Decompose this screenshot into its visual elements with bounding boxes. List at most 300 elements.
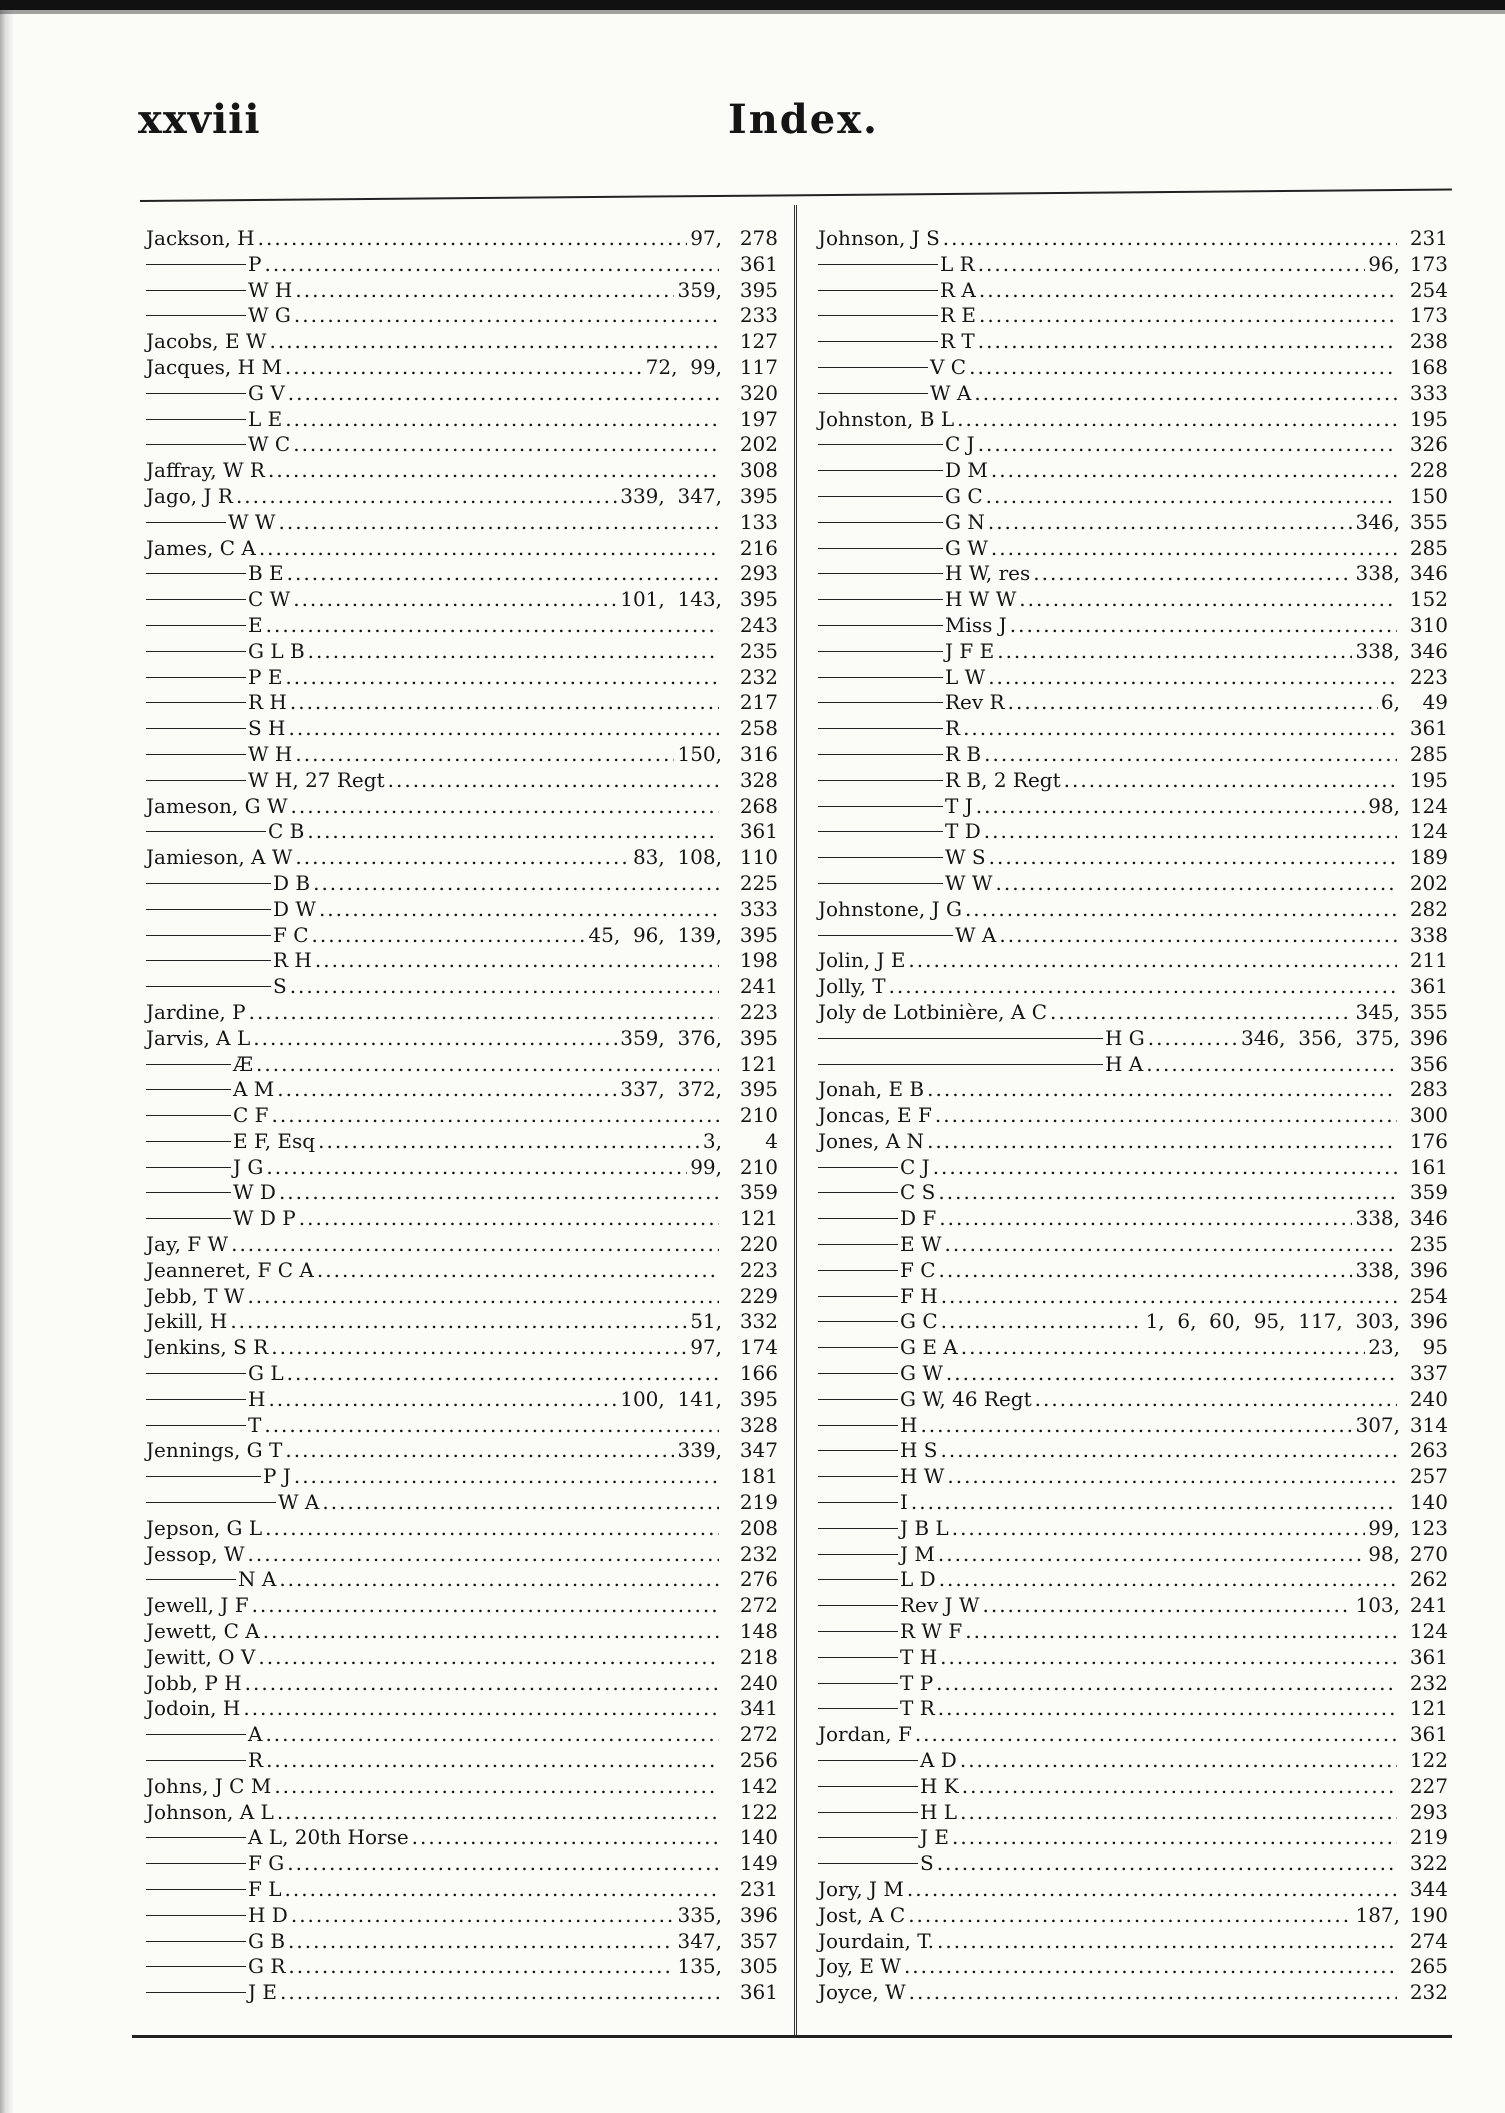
- entry-name-text: R: [945, 716, 961, 741]
- entry-name-text: Jost, A C: [818, 1902, 906, 1927]
- entry-refs: 359, 376,: [620, 1025, 722, 1050]
- entry-name-text: H D: [248, 1902, 288, 1927]
- ditto-dash: [146, 702, 246, 703]
- leader-dots: [997, 639, 1352, 665]
- entry-name-text: Jepson, G L: [146, 1515, 263, 1540]
- index-entry: [818, 1335, 1448, 1361]
- ditto-dash: [146, 831, 266, 832]
- entry-name-text: H L: [920, 1799, 958, 1824]
- entry-page: 240: [1409, 1386, 1448, 1411]
- leader-dots: [294, 303, 719, 329]
- entry-name-text: Jones, A N: [818, 1128, 925, 1153]
- entry-name-text: I: [900, 1490, 908, 1515]
- index-entry: [146, 1129, 778, 1155]
- entry-refs: 339, 347,: [620, 483, 722, 508]
- leader-dots: [291, 1903, 675, 1929]
- leader-dots: [259, 536, 719, 562]
- entry-name-text: F H: [900, 1283, 938, 1308]
- entry-name: [146, 639, 305, 665]
- leader-dots: [266, 1748, 719, 1774]
- entry-name: [146, 974, 287, 1000]
- entry-name: [146, 1851, 284, 1877]
- entry-page: 258: [739, 716, 778, 741]
- entry-refs: 187,: [1355, 1902, 1400, 1927]
- index-entry: [146, 1413, 778, 1439]
- index-entry: [818, 587, 1448, 613]
- entry-name: [818, 1825, 949, 1851]
- index-entry: [146, 871, 778, 897]
- ditto-dash: [146, 1734, 246, 1735]
- leader-dots: [252, 1593, 719, 1619]
- index-entry: [146, 303, 778, 329]
- index-entry: [146, 1748, 778, 1774]
- index-entry: [146, 742, 778, 768]
- entry-page: 395: [739, 1386, 778, 1411]
- leader-dots: [248, 1542, 720, 1568]
- leader-dots: [927, 1077, 1397, 1103]
- entry-name: [818, 1903, 905, 1929]
- entry-name-text: Joy, E W: [818, 1954, 901, 1979]
- leader-dots: [290, 690, 719, 716]
- ditto-dash: [818, 1837, 918, 1838]
- entry-name-text: H: [900, 1412, 918, 1437]
- entry-name-text: L E: [248, 406, 283, 431]
- entry-page: 243: [739, 612, 778, 637]
- entry-refs: 346,: [1355, 509, 1400, 534]
- entry-name: [818, 1490, 908, 1516]
- entry-name: [818, 897, 962, 923]
- index-entry: [818, 794, 1448, 820]
- leader-dots: [322, 1490, 719, 1516]
- entry-page: 395: [739, 1077, 778, 1102]
- entry-name-text: T D: [945, 819, 981, 844]
- entry-name: [818, 1851, 934, 1877]
- index-entry: [818, 1413, 1448, 1439]
- leader-dots: [231, 1232, 719, 1258]
- entry-page: 149: [739, 1851, 778, 1876]
- ditto-dash: [818, 1167, 898, 1168]
- index-entry: [146, 1567, 778, 1593]
- leader-dots: [313, 871, 719, 897]
- leader-dots: [288, 1929, 674, 1955]
- entry-name-text: Jennings, G T: [146, 1438, 283, 1463]
- entry-name: [146, 1619, 260, 1645]
- entry-name: [818, 1542, 935, 1568]
- ditto-dash: [818, 625, 943, 626]
- entry-name-text: J M: [900, 1541, 935, 1566]
- entry-name: [818, 1052, 1143, 1078]
- leader-dots: [1033, 561, 1352, 587]
- entry-page: 233: [739, 303, 778, 328]
- entry-name-text: Jobb, P H: [146, 1670, 242, 1695]
- entry-refs: 101, 143,: [620, 587, 722, 612]
- leader-dots: [293, 587, 617, 613]
- entry-name: [818, 716, 960, 742]
- index-entry: [818, 974, 1448, 1000]
- index-entry: [818, 252, 1448, 278]
- ditto-dash: [818, 470, 943, 471]
- entry-page: 395: [739, 587, 778, 612]
- ditto-dash: [146, 522, 226, 523]
- entry-page: 235: [1409, 1232, 1448, 1257]
- entry-page: 121: [1409, 1696, 1448, 1721]
- leader-dots: [965, 1619, 1397, 1645]
- entry-name: [818, 329, 975, 355]
- ditto-dash: [818, 496, 943, 497]
- index-entry: [146, 587, 778, 613]
- leader-dots: [263, 1619, 719, 1645]
- index-entry: [818, 768, 1448, 794]
- leader-dots: [952, 1825, 1397, 1851]
- entry-name: [146, 1542, 245, 1568]
- entry-name-text: R A: [940, 277, 976, 302]
- entry-page: 326: [1409, 432, 1448, 457]
- entry-refs: 359,: [677, 277, 722, 302]
- entry-page: 198: [739, 948, 778, 973]
- leader-dots: [295, 742, 674, 768]
- entry-refs: 97,: [690, 226, 722, 250]
- index-entry: [146, 381, 778, 407]
- leader-dots: [307, 819, 719, 845]
- ditto-dash: [818, 1812, 918, 1813]
- ditto-dash: [818, 677, 943, 678]
- entry-page: 223: [739, 999, 778, 1024]
- entry-name-text: E W: [900, 1232, 942, 1257]
- entry-name: [146, 1929, 285, 1955]
- entry-name: [146, 1206, 296, 1232]
- leader-dots: [908, 948, 1397, 974]
- index-entry: [818, 1851, 1448, 1877]
- entry-page: 176: [1409, 1128, 1448, 1153]
- index-entry: [146, 1722, 778, 1748]
- index-entry: [146, 1851, 778, 1877]
- entry-name: [818, 1722, 912, 1748]
- entry-refs: 99,: [690, 1154, 722, 1179]
- entry-page: 219: [739, 1490, 778, 1515]
- entry-page: 211: [1409, 948, 1448, 973]
- entry-name-text: D W: [273, 896, 316, 921]
- entry-name-text: Jameson, G W: [146, 793, 288, 818]
- entry-page: 328: [739, 767, 778, 792]
- ditto-dash: [146, 1966, 246, 1967]
- index-entry: [146, 1696, 778, 1722]
- index-entry: [146, 1954, 778, 1980]
- entry-name-text: J E: [248, 1980, 277, 2005]
- index-entry: [818, 665, 1448, 691]
- ditto-dash: [818, 1657, 898, 1658]
- entry-name: [818, 1026, 1145, 1052]
- ditto-dash: [146, 419, 246, 420]
- entry-page: 346: [1409, 638, 1448, 663]
- entry-refs: 150,: [677, 741, 722, 766]
- entry-name-text: G W: [945, 535, 988, 560]
- leader-dots: [315, 948, 719, 974]
- leader-dots: [978, 432, 1397, 458]
- index-entry: [818, 432, 1448, 458]
- entry-name: [146, 1567, 276, 1593]
- entry-name: [146, 484, 233, 510]
- entry-name-text: H: [248, 1386, 266, 1411]
- index-entry: [146, 1825, 778, 1851]
- entry-refs: 338,: [1355, 1206, 1400, 1231]
- page-number: xxviii: [138, 96, 261, 143]
- entry-page: 181: [739, 1464, 778, 1489]
- entry-name: [818, 1438, 938, 1464]
- entry-name-text: G W, 46 Regt: [900, 1386, 1032, 1411]
- entry-page: 333: [739, 896, 778, 921]
- leader-dots: [911, 1490, 1397, 1516]
- index-entry: [146, 1980, 778, 2006]
- leader-dots: [940, 1645, 1397, 1671]
- entry-page: 359: [1409, 1180, 1448, 1205]
- leader-dots: [978, 329, 1397, 355]
- ditto-dash: [146, 1502, 276, 1503]
- entry-name-text: Jebb, T W: [146, 1283, 245, 1308]
- ditto-dash: [146, 1760, 246, 1761]
- index-entry: [818, 278, 1448, 304]
- index-entry: [818, 1516, 1448, 1542]
- entry-refs: 335,: [677, 1902, 722, 1927]
- entry-refs: 338,: [1355, 1257, 1400, 1282]
- leader-dots: [927, 1129, 1397, 1155]
- index-entry: [146, 948, 778, 974]
- ditto-dash: [146, 1889, 246, 1890]
- entry-name-text: C F: [233, 1103, 269, 1128]
- entry-name: [818, 974, 886, 1000]
- entry-name-text: W G: [248, 303, 291, 328]
- index-entry: [818, 1361, 1448, 1387]
- entry-name-text: H W: [900, 1464, 945, 1489]
- entry-page: 173: [1409, 251, 1448, 276]
- ditto-dash: [146, 315, 246, 316]
- entry-name-text: T H: [900, 1644, 938, 1669]
- index-entry: [818, 613, 1448, 639]
- ditto-dash: [818, 522, 943, 523]
- ditto-dash: [146, 1992, 246, 1993]
- entry-name: [146, 716, 286, 742]
- leader-dots: [1146, 1052, 1397, 1078]
- entry-name: [818, 510, 985, 536]
- entry-name-text: Jewell, J F: [146, 1593, 249, 1618]
- index-entry: [818, 1980, 1448, 2006]
- entry-name-text: J F E: [945, 638, 995, 663]
- index-entry: [146, 278, 778, 304]
- entry-page: 124: [1409, 793, 1448, 818]
- leader-dots: [1148, 1026, 1238, 1052]
- ditto-dash: [146, 1218, 231, 1219]
- ditto-dash: [146, 909, 271, 910]
- entry-name-text: Jolly, T: [818, 974, 886, 999]
- entry-name-text: L R: [940, 251, 975, 276]
- index-entry: [146, 1206, 778, 1232]
- leader-dots: [294, 1464, 719, 1490]
- entry-name: [818, 1516, 949, 1542]
- ditto-dash: [146, 1579, 236, 1580]
- entry-name-text: W H, 27 Regt: [248, 767, 385, 792]
- leader-dots: [939, 1567, 1397, 1593]
- entry-page: 347: [739, 1438, 778, 1463]
- index-entry: [818, 1671, 1448, 1697]
- index-entry: [146, 1593, 778, 1619]
- entry-name-text: Joly de Lotbinière, A C: [818, 999, 1047, 1024]
- entry-name: [146, 561, 284, 587]
- entry-name: [146, 768, 385, 794]
- ditto-dash: [818, 1760, 918, 1761]
- leader-dots: [278, 510, 719, 536]
- entry-name-text: H S: [900, 1438, 938, 1463]
- index-entry: [146, 1903, 778, 1929]
- ditto-dash: [818, 1502, 898, 1503]
- index-entry: [818, 1645, 1448, 1671]
- entry-name-text: Jeanneret, F C A: [146, 1257, 314, 1282]
- entry-name-text: W A: [930, 380, 972, 405]
- ditto-dash: [818, 1476, 898, 1477]
- ditto-dash: [146, 1167, 231, 1168]
- leader-dots: [266, 1155, 687, 1181]
- leader-dots: [947, 1464, 1397, 1490]
- entry-name-text: R: [248, 1748, 264, 1773]
- entry-name: [146, 303, 291, 329]
- entry-name-text: R T: [940, 329, 975, 354]
- leader-dots: [1035, 1387, 1397, 1413]
- leader-dots: [291, 794, 719, 820]
- entry-page: 361: [739, 819, 778, 844]
- ditto-dash: [818, 599, 943, 600]
- ditto-dash: [818, 702, 943, 703]
- index-entry: [146, 329, 778, 355]
- entry-page: 197: [739, 406, 778, 431]
- index-entry: [146, 1232, 778, 1258]
- entry-name-text: Jay, F W: [146, 1232, 229, 1257]
- index-entry: [146, 1052, 778, 1078]
- index-entry: [818, 1696, 1448, 1722]
- entry-name-text: W H: [248, 741, 293, 766]
- leader-dots: [236, 484, 617, 510]
- entry-name: [818, 845, 986, 871]
- leader-dots: [293, 432, 719, 458]
- index-entry: [818, 1619, 1448, 1645]
- entry-name: [818, 381, 971, 407]
- index-entry: [818, 1387, 1448, 1413]
- index-entry: [818, 1593, 1448, 1619]
- leader-dots: [939, 1258, 1353, 1284]
- leader-dots: [969, 355, 1397, 381]
- entry-name: [146, 1903, 288, 1929]
- entry-name: [818, 1258, 936, 1284]
- entry-page: 124: [1409, 1619, 1448, 1644]
- entry-name-text: N A: [238, 1567, 277, 1592]
- entry-page: 396: [1409, 1257, 1448, 1282]
- ditto-dash: [818, 780, 943, 781]
- entry-page: 333: [1409, 380, 1448, 405]
- leader-dots: [271, 1335, 687, 1361]
- entry-name-text: Jewitt, O V: [146, 1644, 256, 1669]
- entry-name-text: S: [273, 974, 287, 999]
- ditto-dash: [818, 1863, 918, 1864]
- entry-name: [146, 1361, 284, 1387]
- entry-name: [146, 1516, 262, 1542]
- leader-dots: [988, 665, 1397, 691]
- ditto-dash: [146, 780, 246, 781]
- entry-refs: 337, 372,: [620, 1077, 722, 1102]
- leader-dots: [938, 1696, 1397, 1722]
- leader-dots: [279, 1180, 719, 1206]
- index-entry: [146, 458, 778, 484]
- entry-name: [146, 1438, 282, 1464]
- column-divider: [794, 205, 797, 2035]
- entry-page: 346: [1409, 1206, 1448, 1231]
- ditto-dash: [146, 1399, 246, 1400]
- leader-dots: [287, 1361, 719, 1387]
- index-entry: [818, 871, 1448, 897]
- entry-name-text: R B: [945, 741, 982, 766]
- entry-page: 232: [739, 664, 778, 689]
- page-edge-shadow: [0, 0, 14, 2113]
- entry-page: 235: [739, 638, 778, 663]
- leader-dots: [290, 974, 719, 1000]
- index-entry: [146, 716, 778, 742]
- entry-page: 241: [739, 974, 778, 999]
- index-entry: [146, 1361, 778, 1387]
- entry-name: [146, 1671, 242, 1697]
- entry-name: [146, 1748, 263, 1774]
- entry-name: [146, 897, 316, 923]
- ditto-dash: [818, 1192, 898, 1193]
- entry-name-text: F C: [900, 1257, 936, 1282]
- leader-dots: [937, 1929, 1397, 1955]
- leader-dots: [935, 1103, 1397, 1129]
- entry-name: [818, 1361, 943, 1387]
- entry-page: 361: [1409, 974, 1448, 999]
- entry-page: 174: [739, 1335, 778, 1360]
- entry-page: 361: [739, 1980, 778, 2005]
- index-entry: [146, 1103, 778, 1129]
- leader-dots: [936, 1671, 1397, 1697]
- index-entry: [818, 923, 1448, 949]
- entry-name-text: W C: [248, 432, 291, 457]
- ditto-dash: [818, 573, 943, 574]
- entry-name: [818, 1284, 938, 1310]
- leader-dots: [945, 1232, 1397, 1258]
- entry-name: [146, 1232, 228, 1258]
- leader-dots: [266, 613, 719, 639]
- entry-name: [818, 1774, 959, 1800]
- leader-dots: [937, 1851, 1397, 1877]
- leader-dots: [952, 1516, 1365, 1542]
- index-entry: [818, 1954, 1448, 1980]
- entry-name: [818, 1567, 936, 1593]
- entry-name-text: T R: [900, 1696, 935, 1721]
- index-entry: [818, 1232, 1448, 1258]
- entry-name: [818, 252, 975, 278]
- entry-page: 121: [739, 1206, 778, 1231]
- entry-name: [146, 407, 282, 433]
- entry-name: [818, 561, 1030, 587]
- entry-page: 231: [1409, 226, 1448, 250]
- index-entry: [818, 536, 1448, 562]
- leader-dots: [319, 897, 719, 923]
- entry-page: 4: [765, 1128, 778, 1153]
- index-entry: [146, 1309, 778, 1335]
- entry-name-text: H W, res: [945, 561, 1031, 586]
- entry-name: [818, 226, 940, 252]
- entry-name: [818, 1929, 934, 1955]
- entry-name-text: W A: [278, 1490, 320, 1515]
- ditto-dash: [146, 264, 246, 265]
- entry-page: 231: [739, 1877, 778, 1901]
- leader-dots: [264, 1413, 719, 1439]
- entry-name-text: A: [248, 1722, 263, 1747]
